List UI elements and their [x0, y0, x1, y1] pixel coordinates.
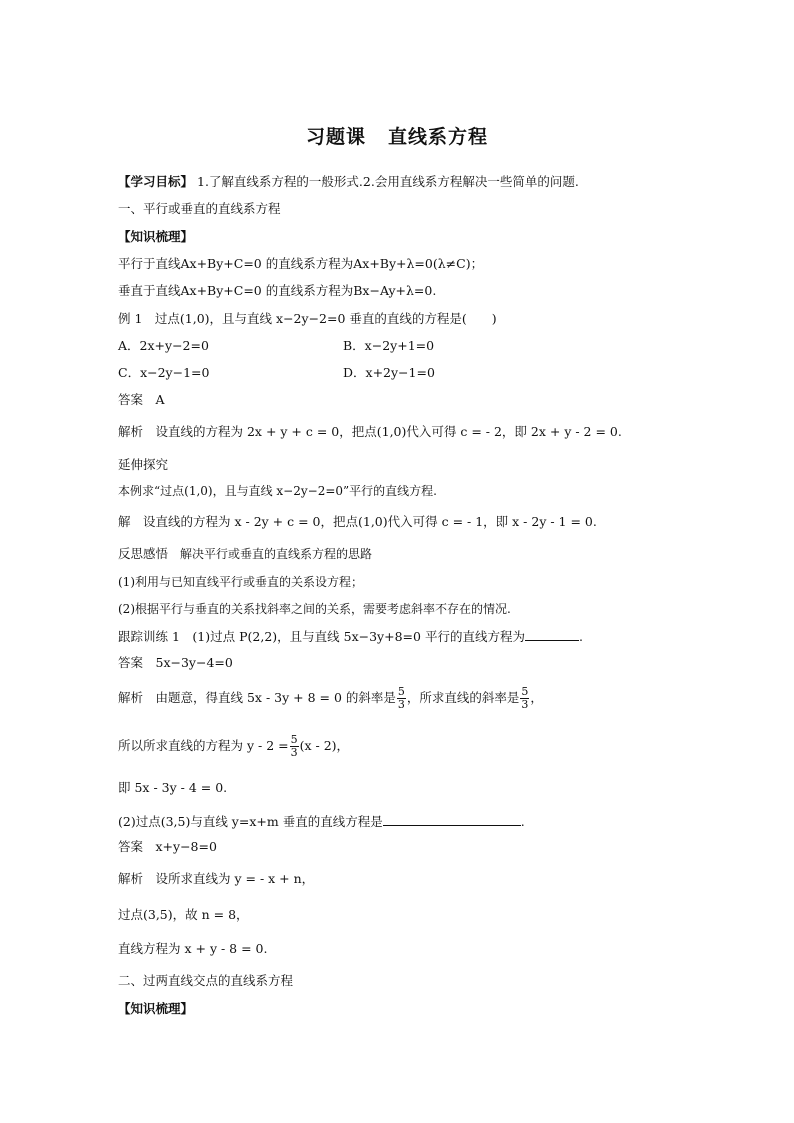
- fraction-numerator: 5: [521, 685, 529, 698]
- q1-line2-part-b: (x - 2)，: [299, 738, 350, 753]
- extension-question: 本例求“过点(1,0)，且与直线 x−2y−2=0”平行的直线方程.: [118, 484, 437, 498]
- q1-analysis-part-a: 解析 由题意，得直线 5x - 3y + 8 = 0 的斜率是: [118, 690, 396, 705]
- section2-knowledge-label: 【知识梳理】: [118, 1001, 194, 1016]
- training1-q2-analysis3: 直线方程为 x + y - 8 = 0.: [118, 941, 268, 956]
- fraction-denominator: 3: [290, 746, 298, 759]
- example1-option-d: D．x+2y−1=0: [343, 365, 435, 380]
- page-title: [0, 122, 794, 149]
- training1-q1: [118, 628, 583, 645]
- fraction-denominator: 3: [521, 698, 529, 711]
- training1-q1-line3: 即 5x - 3y - 4 = 0.: [118, 780, 228, 795]
- example1-analysis: 解析 设直线的方程为 2x + y + c = 0，把点(1,0)代入可得 c = - 2，即 2x + y - 2 = 0.: [118, 424, 622, 439]
- example1-question: 例 1 过点(1,0)，且与直线 x−2y−2=0 垂直的直线的方程是( ): [118, 311, 497, 326]
- answer-blank: [383, 813, 521, 826]
- training1-q1-answer: 答案 5x−3y−4=0: [118, 655, 233, 670]
- section2-heading: 二、过两直线交点的直线系方程: [118, 973, 294, 988]
- fraction-five-thirds: [397, 686, 406, 711]
- reflection-label: 反思感悟: [118, 546, 169, 561]
- training1-q2-end: .: [520, 814, 525, 829]
- reflection-title: 解决平行或垂直的直线系方程的思路: [168, 547, 373, 561]
- example1-option-b: B．x−2y+1=0: [343, 338, 435, 353]
- training1-q2-answer: 答案 x+y−8=0: [118, 839, 217, 854]
- training1-q1-text: 跟踪训练 1 (1)过点 P(2,2)，且与直线 5x−3y+8=0 平行的直线方程为: [118, 629, 525, 644]
- objectives-line: [118, 174, 579, 190]
- training1-q1-analysis: [118, 683, 543, 713]
- objectives-text: 1.了解直线系方程的一般形式.2.会用直线系方程解决一些简单的问题.: [193, 174, 579, 189]
- title-part2: 直线系方程: [388, 126, 489, 148]
- training1-q1-end: .: [578, 629, 583, 644]
- fraction-five-thirds: [290, 734, 299, 759]
- perpendicular-system-text: 垂直于直线Ax+By+C=0 的直线系方程为Bx−Ay+λ=0.: [118, 283, 437, 298]
- answer-blank: [525, 628, 579, 641]
- title-part1: 习题课: [305, 126, 366, 148]
- q1-line2-part-a: 所以所求直线的方程为 y - 2 =: [118, 738, 289, 753]
- example1-answer: 答案 A: [118, 392, 165, 407]
- example1-option-a: A．2x+y−2=0: [118, 338, 209, 353]
- section1-heading: 一、平行或垂直的直线系方程: [118, 201, 281, 216]
- fraction-denominator: 3: [397, 698, 405, 711]
- section1-knowledge-label: 【知识梳理】: [118, 229, 194, 244]
- training1-q2: [118, 813, 525, 830]
- q1-analysis-part-c: ，: [530, 690, 543, 705]
- reflection-point2: (2)根据平行与垂直的关系找斜率之间的关系，需要考虑斜率不存在的情况.: [118, 602, 511, 616]
- fraction-numerator: 5: [397, 685, 405, 698]
- extension-label: 延伸探究: [118, 457, 169, 472]
- training1-q2-analysis1: 解析 设所求直线为 y = - x + n，: [118, 871, 315, 886]
- training1-q1-line2: [118, 731, 349, 761]
- parallel-system-text: 平行于直线Ax+By+C=0 的直线系方程为Ax+By+λ=0(λ≠C)；: [118, 256, 484, 271]
- training1-q2-text: (2)过点(3,5)与直线 y=x+m 垂直的直线方程是: [118, 814, 383, 829]
- reflection-point1: (1)利用与已知直线平行或垂直的关系设方程；: [118, 575, 363, 589]
- q1-analysis-part-b: ，所求直线的斜率是: [406, 690, 520, 705]
- reflection-line: [118, 546, 372, 562]
- training1-q2-analysis2: 过点(3,5)，故 n = 8，: [118, 907, 249, 922]
- fraction-numerator: 5: [290, 733, 298, 746]
- objectives-label: 【学习目标】: [118, 174, 194, 189]
- extension-solution: 解 设直线的方程为 x - 2y + c = 0，把点(1,0)代入可得 c = - 1，即 x - 2y - 1 = 0.: [118, 514, 597, 529]
- fraction-five-thirds: [520, 686, 529, 711]
- example1-option-c: C．x−2y−1=0: [118, 365, 210, 380]
